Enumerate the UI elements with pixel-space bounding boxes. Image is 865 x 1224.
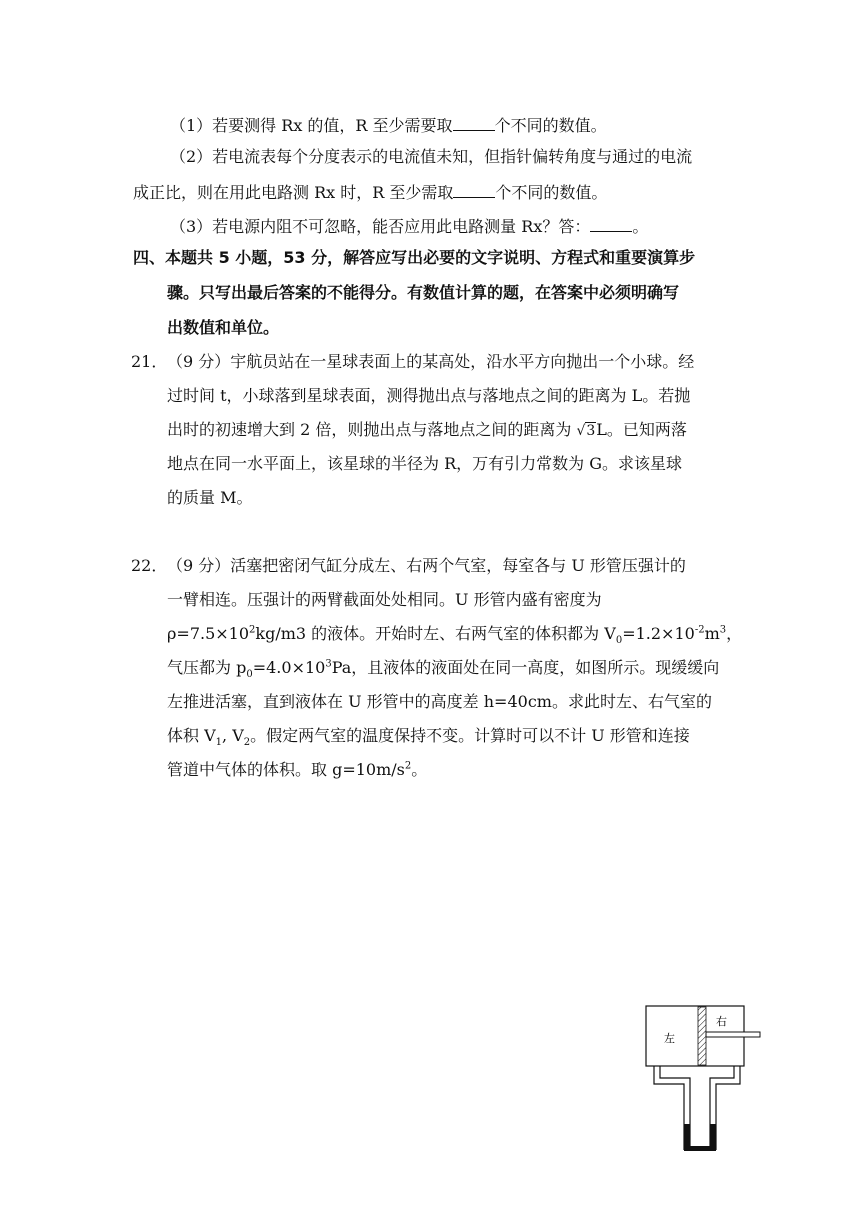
- q3-text-pre: （3）若电源内阻不可忽略，能否应用此电路测量 Rx？答：: [170, 217, 591, 236]
- p22-l3-d: m: [704, 624, 720, 643]
- p22-l3-b: kg/m3 的液体。开始时左、右两气室的体积都为 V: [255, 624, 616, 643]
- p22-line-7: [167, 760, 427, 780]
- p22-l6-b: V: [232, 726, 244, 745]
- p22-l6-a: 体积 V: [167, 726, 216, 745]
- q2-line-2: [133, 181, 607, 203]
- p22-line-6: [167, 726, 690, 749]
- left-chamber-label: 左: [664, 1032, 675, 1045]
- p22-l3-sup2: -2: [694, 624, 705, 636]
- p22-l3-sub1: 0: [615, 635, 623, 647]
- q3-text-post: 。: [632, 217, 649, 236]
- q1-text-post: 个不同的数值。: [494, 116, 607, 135]
- piston: [698, 1007, 706, 1065]
- p21-line-1: （9 分）宇航员站在一星球表面上的某高处，沿水平方向抛出一个小球。经: [167, 352, 695, 371]
- q2-answer-blank[interactable]: [453, 181, 495, 198]
- p22-l3-sup1: 2: [249, 624, 256, 636]
- p22-number: 22．: [131, 556, 168, 575]
- p22-l4-c: Pa，且液体的液面处在同一高度，如图所示。现缓缓向: [331, 658, 720, 677]
- p22-l4-b: =4.0×10: [252, 658, 326, 677]
- p21-line-4: 地点在同一水平面上，该星球的半径为 R，万有引力常数为 G。求该星球: [167, 454, 683, 473]
- p22-l7-sup: 2: [404, 760, 412, 772]
- p22-l6-sub1: 1: [215, 737, 223, 749]
- p22-l6-sep: ,: [222, 726, 233, 745]
- sqrt-radicand: 3: [586, 423, 596, 439]
- p21-line-3: [167, 420, 687, 441]
- p21-line-3-post: L。已知两落: [596, 420, 687, 439]
- p22-line-2: 一臂相连。压强计的两臂截面处处相同。U 形管内盛有密度为: [167, 590, 602, 609]
- p22-l6-c: 。假定两气室的温度保持不变。计算时可以不计 U 形管和连接: [250, 726, 690, 745]
- q3-answer-blank[interactable]: [590, 215, 632, 232]
- section4-heading-1: 四、本题共 5 小题，53 分，解答应写出必要的文字说明、方程式和重要演算步: [133, 248, 696, 267]
- section4-heading-2: 骤。只写出最后答案的不能得分。有数值计算的题，在答案中必须明确写: [167, 283, 680, 302]
- q1-text-pre: （1）若要测得 Rx 的值，R 至少需要取: [170, 116, 453, 135]
- manometer-liquid-bottom: [684, 1146, 716, 1151]
- p22-l4-sup1: 3: [325, 658, 332, 670]
- q2-text-pre: 成正比，则在用此电路测 Rx 时，R 至少需取: [133, 183, 454, 202]
- p22-l3-e: ，: [726, 624, 743, 643]
- piston-rod: [706, 1032, 760, 1037]
- p21-number: 21．: [131, 352, 168, 371]
- p21-line-5: 的质量 M。: [167, 488, 253, 507]
- sqrt-sign: √: [576, 423, 586, 439]
- p21-line-3-pre: 出时的初速增大到 2 倍，则抛出点与落地点之间的距离为: [167, 420, 577, 439]
- right-chamber-label: 右: [716, 1015, 727, 1028]
- p22-line-5: 左推进活塞，直到液体在 U 形管中的高度差 h=40cm。求此时左、右气室的: [167, 692, 712, 711]
- section4-heading-3: 出数值和单位。: [167, 318, 280, 337]
- p22-l3-c: =1.2×10: [622, 624, 695, 643]
- p22-l6-sub2: 2: [243, 737, 251, 749]
- sqrt-three: [576, 421, 596, 441]
- p22-line-1: （9 分）活塞把密闭气缸分成左、右两个气室，每室各与 U 形管压强计的: [167, 556, 686, 575]
- q3-line: [170, 215, 648, 237]
- p22-l7-a: 管道中气体的体积。取 g=10m/s: [167, 760, 405, 779]
- p22-l3-sup3: 3: [719, 624, 727, 636]
- cylinder-manometer-figure: [640, 1000, 770, 1160]
- q1-answer-blank[interactable]: [453, 114, 495, 131]
- q1-line: [170, 114, 607, 136]
- p21-line-2: 过时间 t，小球落到星球表面，测得抛出点与落地点之间的距离为 L。若抛: [167, 386, 691, 405]
- q2-text-post: 个不同的数值。: [495, 183, 608, 202]
- p22-l7-b: 。: [411, 760, 428, 779]
- p22-l4-a: 气压都为 p: [167, 658, 247, 677]
- p22-line-3: [167, 624, 743, 647]
- q2-line-1: （2）若电流表每个分度表示的电流值未知，但指针偏转角度与通过的电流: [170, 147, 693, 166]
- p22-l4-sub1: 0: [246, 669, 253, 681]
- p22-line-4: [167, 658, 720, 681]
- p22-l3-a: ρ=7.5×10: [167, 624, 250, 643]
